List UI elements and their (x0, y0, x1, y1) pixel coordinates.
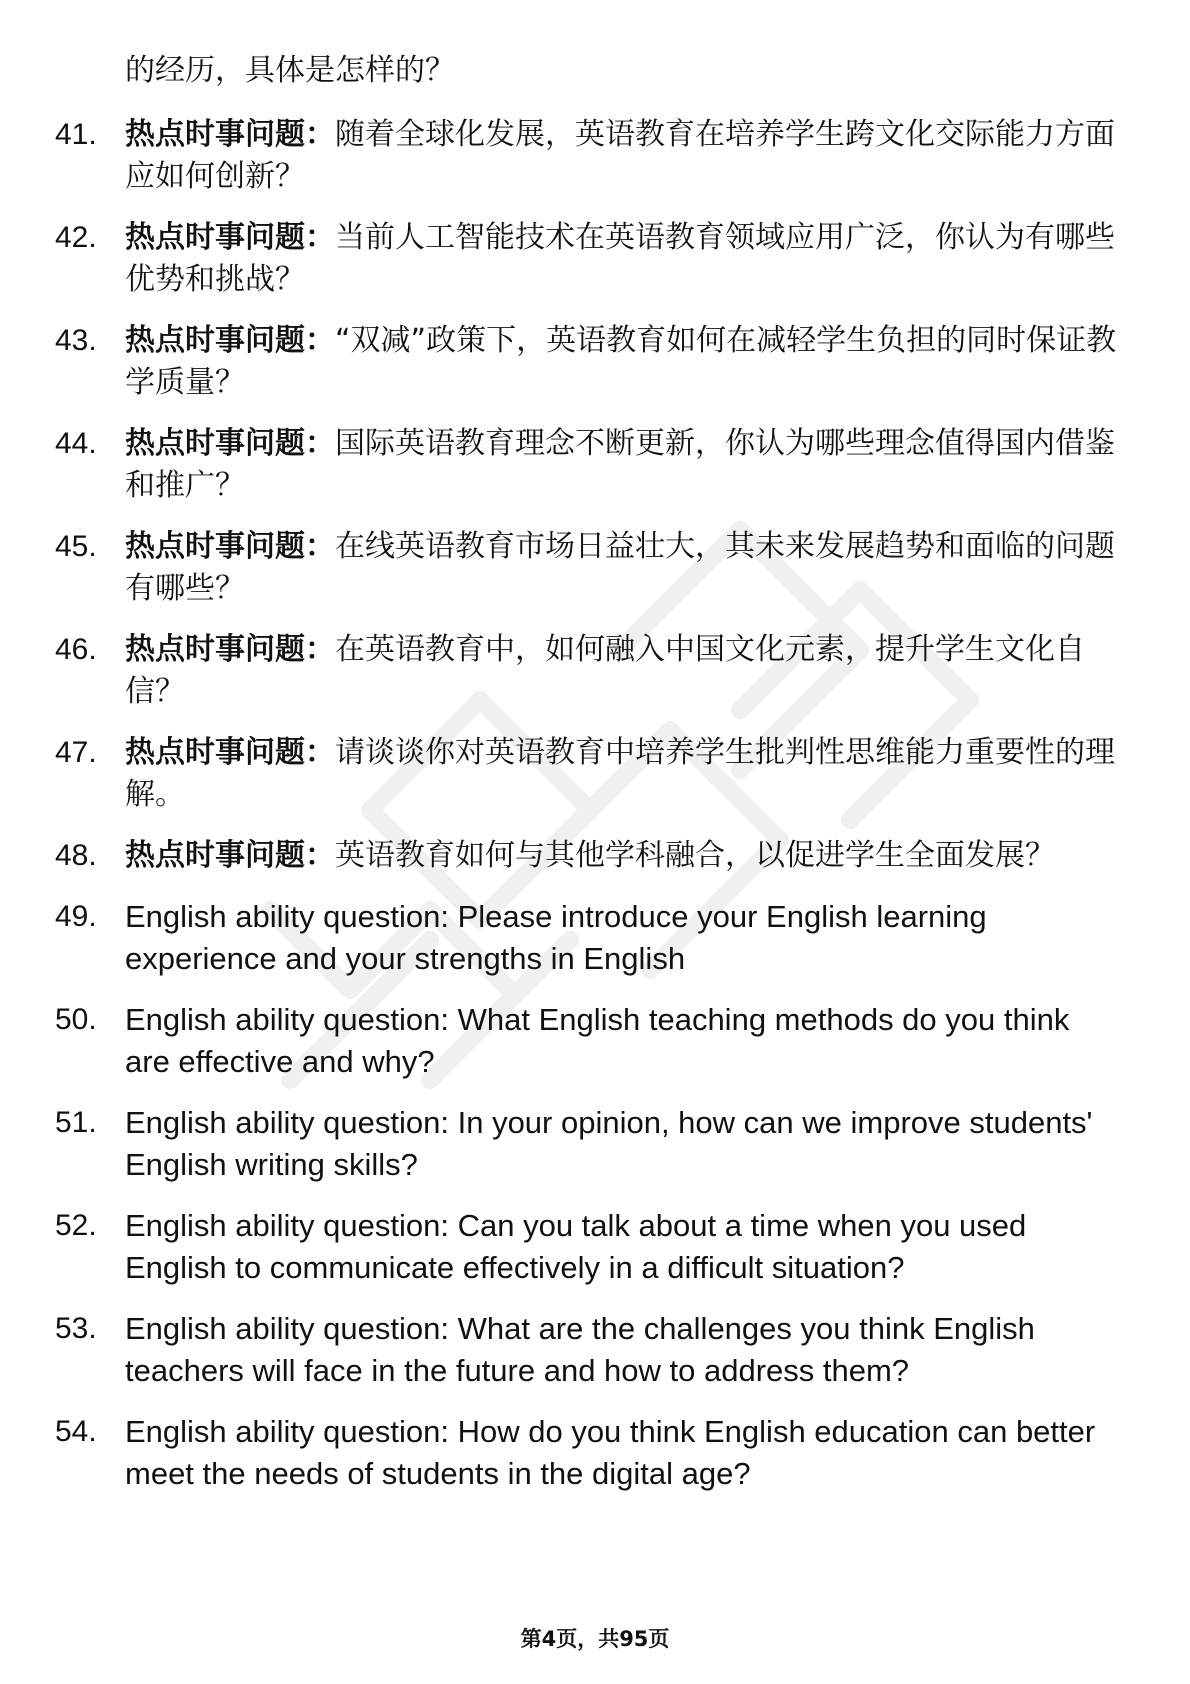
question-41 (55, 114, 1130, 198)
question-43 (55, 320, 1130, 404)
question-category: English ability question: (125, 1311, 449, 1346)
question-body: What are the challenges you think English teachers will face in the future and how to address them? (125, 1311, 1035, 1388)
question-number: 46. (55, 633, 97, 666)
question-text (125, 423, 1120, 507)
question-body: “双减”政策下，英语教育如何在减轻学生负担的同时保证教学质量？ (125, 323, 1117, 400)
question-number: 47. (55, 736, 97, 769)
question-text (125, 835, 1120, 877)
question-text (125, 1411, 1120, 1495)
question-number: 50. (55, 1003, 97, 1036)
question-number: 45. (55, 530, 97, 563)
question-text (125, 999, 1120, 1083)
question-category: 热点时事问题： (125, 323, 335, 358)
question-body: 当前人工智能技术在英语教育领域应用广泛，你认为有哪些优势和挑战？ (125, 220, 1115, 297)
question-number: 51. (55, 1106, 97, 1139)
question-category: 热点时事问题： (125, 735, 335, 770)
question-number: 53. (55, 1312, 97, 1345)
question-53 (55, 1308, 1130, 1392)
question-text (125, 526, 1120, 610)
question-category: English ability question: (125, 899, 449, 934)
question-category: English ability question: (125, 1208, 449, 1243)
question-category: 热点时事问题： (125, 426, 335, 461)
question-text (125, 629, 1120, 713)
question-body: Please introduce your English learning experience and your strengths in English (125, 899, 987, 976)
question-category: English ability question: (125, 1414, 449, 1449)
question-category: 热点时事问题： (125, 632, 335, 667)
question-45 (55, 526, 1130, 610)
question-body: 请谈谈你对英语教育中培养学生批判性思维能力重要性的理解。 (125, 735, 1115, 812)
question-49 (55, 896, 1130, 980)
question-number: 49. (55, 900, 97, 933)
question-46 (55, 629, 1130, 713)
question-text (125, 896, 1120, 980)
question-text (125, 1308, 1120, 1392)
previous-question-continuation: 的经历，具体是怎样的？ (125, 53, 455, 88)
question-number: 52. (55, 1209, 97, 1242)
question-text (125, 320, 1120, 404)
question-number: 43. (55, 324, 97, 357)
question-category: 热点时事问题： (125, 220, 335, 255)
question-number: 54. (55, 1415, 97, 1448)
question-text (125, 114, 1120, 198)
question-number: 44. (55, 427, 97, 460)
question-text (125, 1102, 1120, 1186)
question-47 (55, 732, 1130, 816)
question-54 (55, 1411, 1130, 1495)
question-50 (55, 999, 1130, 1083)
question-category: 热点时事问题： (125, 117, 335, 152)
question-42 (55, 217, 1130, 301)
question-body: 在英语教育中，如何融入中国文化元素，提升学生文化自信？ (125, 632, 1085, 709)
question-category: English ability question: (125, 1002, 449, 1037)
question-category: 热点时事问题： (125, 838, 335, 873)
question-body: 国际英语教育理念不断更新，你认为哪些理念值得国内借鉴和推广？ (125, 426, 1115, 503)
question-text (125, 1205, 1120, 1289)
question-44 (55, 423, 1130, 507)
question-list (55, 114, 1130, 1514)
question-category: 热点时事问题： (125, 529, 335, 564)
question-body: 随着全球化发展，英语教育在培养学生跨文化交际能力方面应如何创新？ (125, 117, 1115, 194)
question-body: What English teaching methods do you think are effective and why? (125, 1002, 1070, 1079)
question-52 (55, 1205, 1130, 1289)
question-body: In your opinion, how can we improve students' English writing skills? (125, 1105, 1093, 1182)
question-number: 41. (55, 118, 97, 151)
question-48 (55, 835, 1130, 877)
question-category: English ability question: (125, 1105, 449, 1140)
question-body: Can you talk about a time when you used English to communicate effectively in a difficult situation? (125, 1208, 1027, 1285)
page-footer: 第4页，共95页 (520, 1627, 670, 1651)
question-body: 英语教育如何与其他学科融合，以促进学生全面发展？ (335, 838, 1055, 873)
question-number: 48. (55, 839, 97, 872)
question-51 (55, 1102, 1130, 1186)
question-number: 42. (55, 221, 97, 254)
question-text (125, 732, 1120, 816)
question-body: 在线英语教育市场日益壮大，其未来发展趋势和面临的问题有哪些？ (125, 529, 1115, 606)
question-text (125, 217, 1120, 301)
question-body: How do you think English education can better meet the needs of students in the digital age? (125, 1414, 1096, 1491)
